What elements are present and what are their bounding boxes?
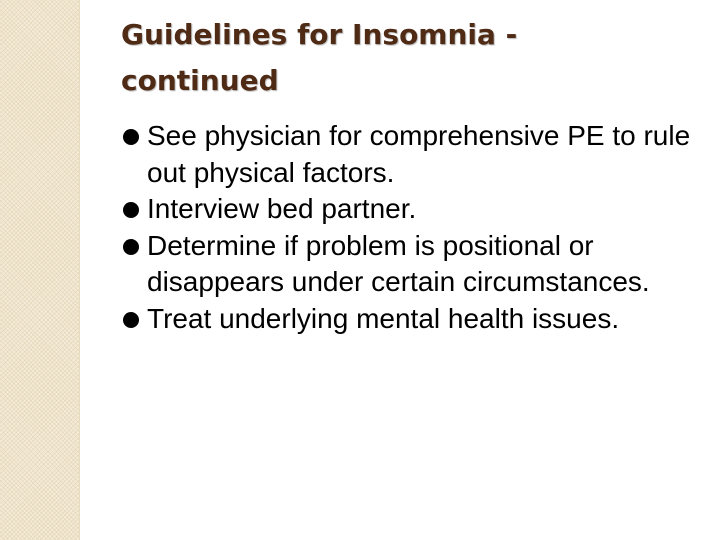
- bullet-text: See physician for comprehensive PE to rule out physical factors.: [147, 120, 691, 188]
- slide-title: Guidelines for Insomnia - continued: [121, 18, 518, 97]
- bullet-item: [123, 228, 713, 301]
- bullet-text: Treat underlying mental health issues.: [147, 302, 620, 334]
- decorative-left-band: [0, 0, 80, 540]
- bullet-icon: [123, 129, 139, 145]
- bullet-text: Interview bed partner.: [147, 193, 417, 224]
- bullet-item: [123, 118, 713, 191]
- bullet-item: [123, 301, 713, 338]
- bullet-list: [123, 118, 713, 337]
- bullet-text: Determine if problem is positional or disappears under certain circumstances.: [147, 229, 650, 297]
- bullet-item: [123, 191, 713, 228]
- bullet-icon: [123, 239, 139, 255]
- bullet-icon: [123, 202, 139, 218]
- bullet-icon: [123, 312, 139, 328]
